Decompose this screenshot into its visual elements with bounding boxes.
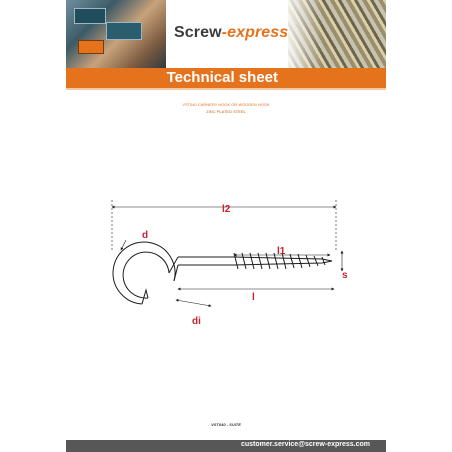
dim-l1-label: l1: [277, 246, 286, 257]
dim-s-label: s: [342, 270, 348, 281]
technical-sheet-page: [66, 0, 386, 452]
hook-eye: [113, 242, 178, 304]
product-material: ZINC PLATED STEEL: [206, 109, 246, 114]
product-name: VST040 CARNERY HOOK OR WOODEN HOOK: [182, 102, 270, 107]
page-title: Technical sheet: [166, 69, 278, 86]
contact-email[interactable]: customer.service@screw-express.com: [240, 441, 370, 448]
footer-reference: VST040 - SUITE: [211, 422, 241, 427]
screw-hook-drawing: [66, 0, 386, 452]
dim-l-label: l: [252, 292, 255, 303]
dim-di-label: di: [192, 316, 201, 327]
footer-bar: [66, 440, 386, 452]
dim-l2-label: l2: [222, 204, 231, 215]
brand-logo[interactable]: Screw-express: [174, 24, 289, 41]
dim-d-label: d: [142, 230, 149, 241]
